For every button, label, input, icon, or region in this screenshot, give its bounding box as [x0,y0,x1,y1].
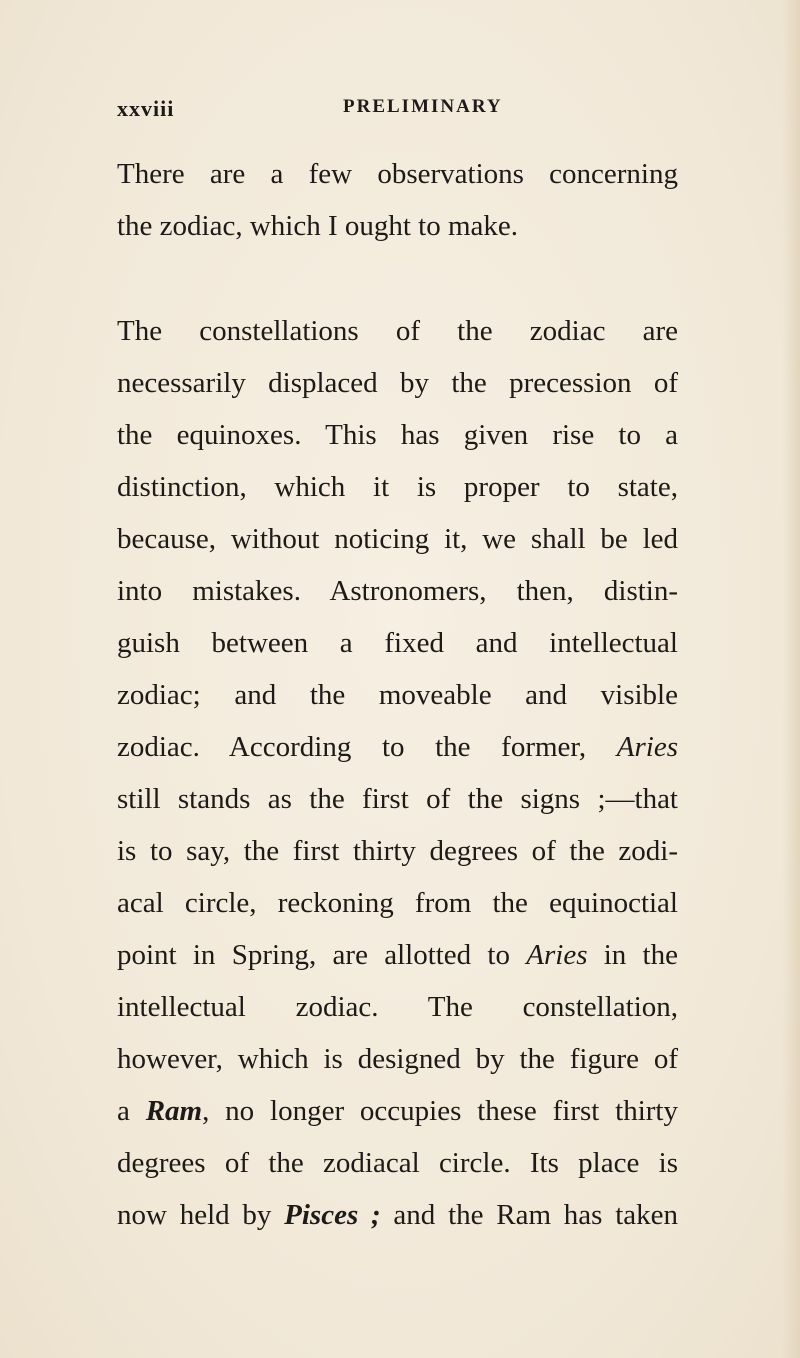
text-line: point in Spring, are allotted to Aries in the [117,939,678,971]
text-line: into mistakes. Astronomers, then, distin- [117,575,678,607]
page-edge-shadow [782,0,800,1358]
paragraph-1 [117,148,678,252]
page-header [117,96,677,126]
text-line: intellectual zodiac. The constellation, [117,991,678,1023]
text-line: guish between a fixed and intellectual [117,627,678,659]
italic-term: Aries [616,731,678,763]
text-line: acal circle, reckoning from the equinoctial [117,887,678,919]
text-line: however, which is designed by the figure of [117,1043,678,1075]
text-line: the equinoxes. This has given rise to a [117,419,678,451]
text-line: zodiac. According to the former, Aries [117,731,678,763]
text-line: degrees of the zodiacal circle. Its place is [117,1147,678,1179]
italic-term: Pisces ; [284,1199,381,1231]
text-line: necessarily displaced by the precession of [117,367,678,399]
body-text [117,148,678,1241]
text-line: now held by Pisces ; and the Ram has taken [117,1199,679,1231]
page-number: xxviii [117,96,175,121]
running-head: PRELIMINARY [343,96,503,117]
text-line: There are a few observations concerning [117,158,678,190]
text-line: The constellations of the zodiac are [117,315,678,347]
paragraph-gap [117,252,678,305]
text-line: still stands as the first of the signs ;—that [117,783,678,815]
italic-term: Ram [145,1095,203,1127]
text-line: because, without noticing it, we shall be led [117,523,678,555]
text-line: the zodiac, which I ought to make. [117,210,519,242]
text-line: zodiac; and the moveable and visible [117,679,678,711]
text-line: a Ram, no longer occupies these first thirty [117,1095,678,1127]
paragraph-2 [117,305,678,1241]
italic-term: Aries [526,939,588,971]
text-line: distinction, which it is proper to state, [117,471,678,503]
text-line: is to say, the first thirty degrees of the zodi- [117,835,678,867]
